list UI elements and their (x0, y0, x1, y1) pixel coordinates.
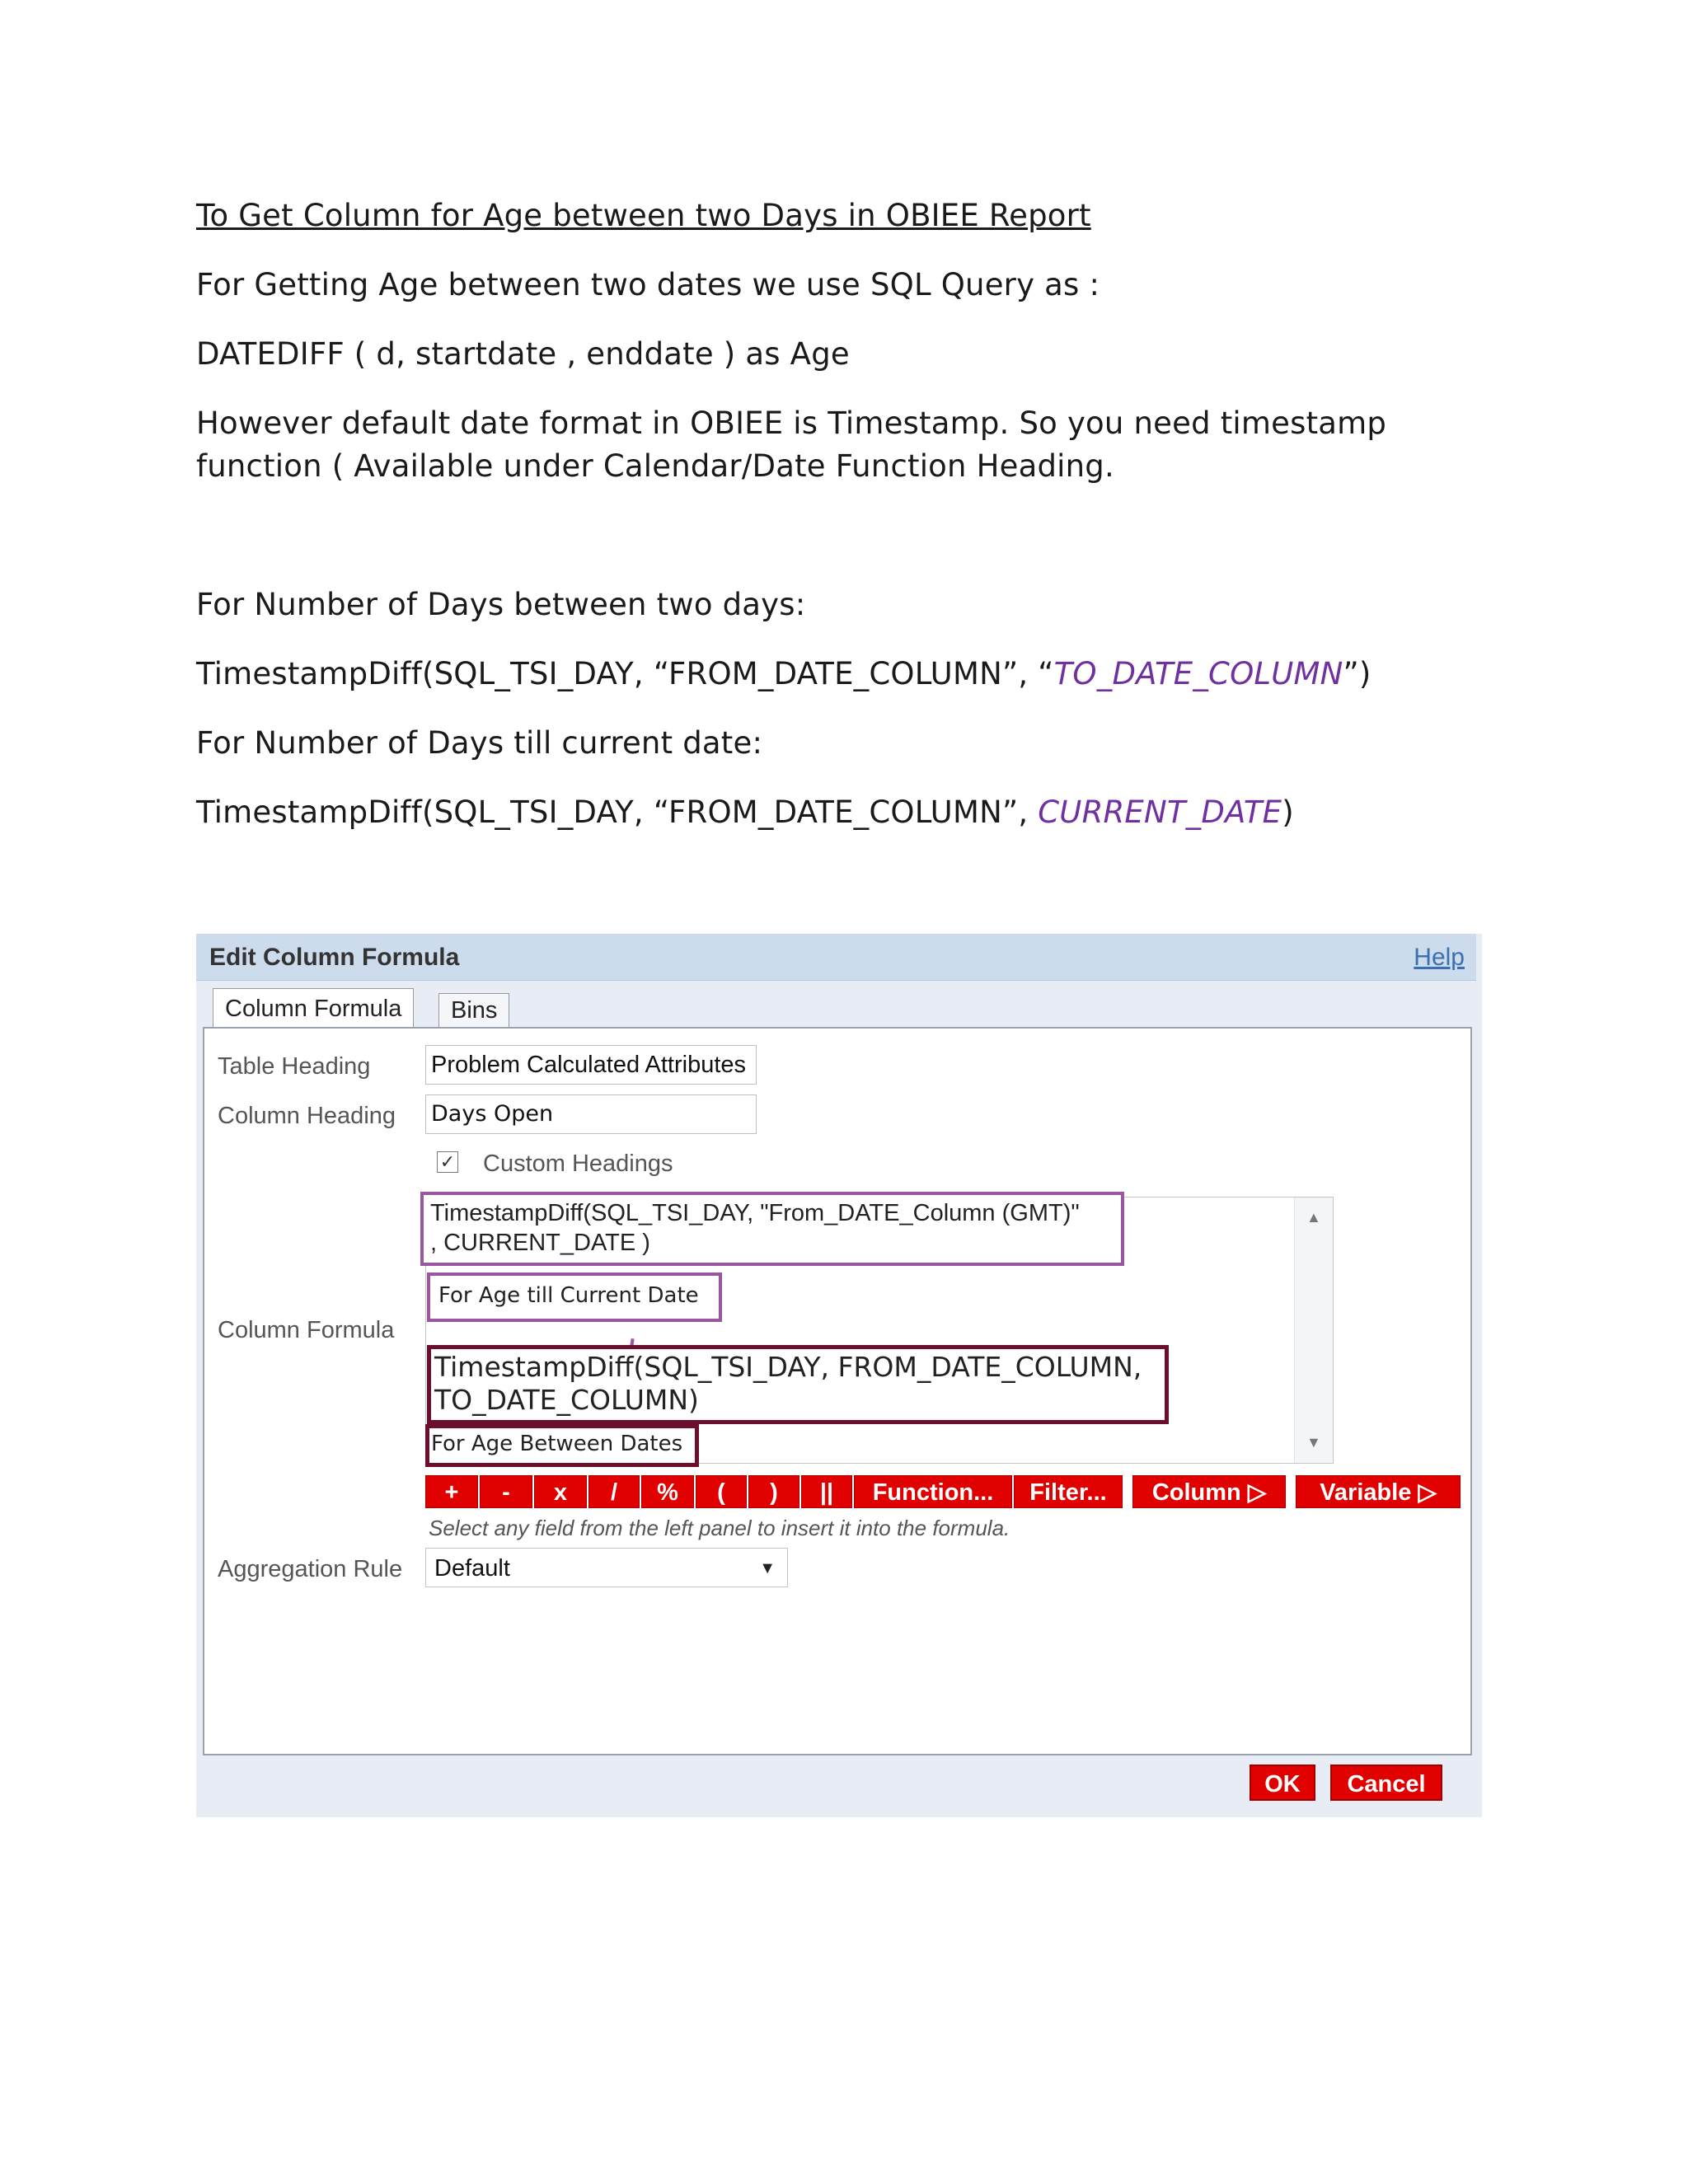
days-between-heading: For Number of Days between two days: (196, 587, 806, 622)
days-between-formula (196, 653, 1372, 696)
document-title: To Get Column for Age between two Days in OBIEE Report (196, 198, 1091, 233)
formula-box1-line2: , CURRENT_DATE ) (430, 1230, 650, 1256)
dialog-header (196, 934, 1476, 981)
percent-button[interactable]: % (641, 1475, 694, 1508)
plus-button[interactable]: + (425, 1475, 478, 1508)
variable-button[interactable]: Variable ▷ (1296, 1475, 1461, 1508)
formula-note1: For Age till Current Date (438, 1283, 699, 1308)
custom-headings-label: Custom Headings (483, 1151, 673, 1177)
timestamp-note (196, 402, 1386, 488)
scroll-up-icon[interactable]: ▲ (1306, 1209, 1321, 1226)
formula-box2-line2: TO_DATE_COLUMN) (434, 1384, 699, 1416)
formula2-highlight: CURRENT_DATE (1038, 794, 1282, 830)
formula1-highlight: TO_DATE_COLUMN (1053, 656, 1343, 691)
days-till-current-heading: For Number of Days till current date: (196, 725, 763, 761)
aggregation-rule-value: Default (434, 1555, 510, 1582)
column-formula-panel (203, 1027, 1472, 1755)
formula1-prefix: TimestampDiff(SQL_TSI_DAY, “FROM_DATE_COLUMN”, “ (196, 656, 1054, 691)
formula-box-current-date (420, 1192, 1124, 1266)
tab-column-formula[interactable]: Column Formula (213, 988, 414, 1029)
column-heading-input[interactable]: Days Open (425, 1094, 757, 1134)
aggregation-rule-label: Aggregation Rule (218, 1556, 403, 1582)
help-link[interactable]: Help (1414, 944, 1465, 971)
table-heading-label: Table Heading (218, 1053, 371, 1080)
timestamp-note-line2: function ( Available under Calendar/Date Function Heading. (196, 448, 1114, 484)
aggregation-rule-select[interactable] (425, 1548, 788, 1587)
table-heading-input[interactable]: Problem Calculated Attributes (425, 1045, 757, 1085)
close-paren-button[interactable]: ) (748, 1475, 799, 1508)
column-formula-label: Column Formula (218, 1317, 395, 1343)
note-box-current-date (427, 1272, 722, 1322)
chevron-down-icon: ▼ (759, 1559, 776, 1577)
dialog-title: Edit Column Formula (209, 944, 460, 971)
scroll-down-icon[interactable]: ▼ (1306, 1434, 1321, 1451)
days-till-current-formula (196, 791, 1294, 834)
ok-button[interactable]: OK (1250, 1765, 1315, 1801)
multiply-button[interactable]: x (534, 1475, 587, 1508)
note-box-between-dates (425, 1424, 699, 1467)
formula1-suffix: ”) (1343, 656, 1372, 691)
filter-button[interactable]: Filter... (1014, 1475, 1123, 1508)
divide-button[interactable]: / (588, 1475, 640, 1508)
formula2-suffix: ) (1282, 794, 1294, 830)
formula-hint: Select any field from the left panel to insert it into the formula. (429, 1516, 1010, 1540)
column-heading-label: Column Heading (218, 1103, 396, 1129)
edit-column-formula-dialog (196, 934, 1482, 1817)
datediff-example: DATEDIFF ( d, startdate , enddate ) as Age (196, 336, 850, 372)
formula2-prefix: TimestampDiff(SQL_TSI_DAY, “FROM_DATE_COLUMN”, (196, 794, 1039, 830)
custom-headings-checkbox[interactable]: ✓ (437, 1151, 458, 1173)
formula-note2: For Age Between Dates (431, 1432, 683, 1456)
minus-button[interactable]: - (480, 1475, 532, 1508)
intro-paragraph: For Getting Age between two dates we use SQL Query as : (196, 267, 1100, 302)
formula-box2-line1: TimestampDiff(SQL_TSI_DAY, FROM_DATE_COLUMN, (434, 1351, 1142, 1383)
tab-bins[interactable]: Bins (438, 993, 509, 1027)
concat-button[interactable]: || (801, 1475, 852, 1508)
column-button[interactable]: Column ▷ (1132, 1475, 1286, 1508)
timestamp-note-line1: However default date format in OBIEE is Timestamp. So you need timestamp (196, 405, 1387, 441)
formula-scrollbar[interactable] (1294, 1197, 1333, 1463)
cancel-button[interactable]: Cancel (1330, 1765, 1442, 1801)
function-button[interactable]: Function... (854, 1475, 1012, 1508)
open-paren-button[interactable]: ( (696, 1475, 747, 1508)
formula-box1-line1: TimestampDiff(SQL_TSI_DAY, "From_DATE_Column (GMT)" (430, 1200, 1080, 1226)
formula-box-between-dates (427, 1345, 1169, 1424)
